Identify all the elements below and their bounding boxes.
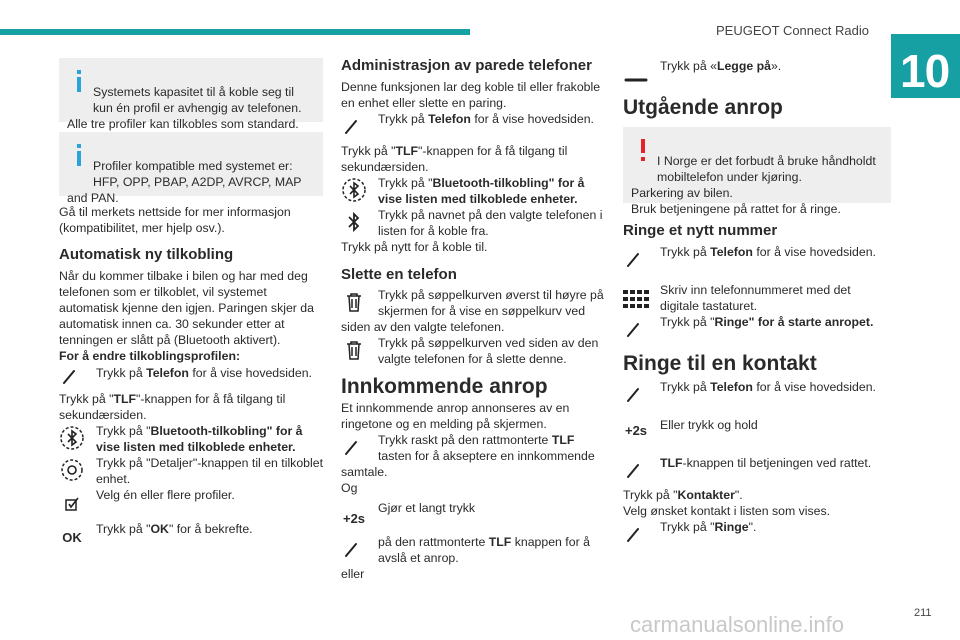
- step-long-press: +2s Gjør et langt trykk: [341, 500, 605, 522]
- paragraph: Trykk på "Kontakter".: [623, 488, 743, 502]
- info-note-1: [59, 58, 323, 131]
- bluetooth-symbol-icon: [341, 211, 367, 233]
- column-1: [59, 58, 323, 543]
- step-disconnect: Trykk på navnet på den valgte telefonen i listen for å koble fra.: [341, 207, 605, 239]
- paragraph: eller: [341, 567, 365, 581]
- step-accept-call: Trykk raskt på den rattmonterte TLF tasten for å akseptere en innkommende: [341, 432, 605, 464]
- step-ok: OK Trykk på "OK" for å bekrefte.: [59, 521, 323, 543]
- paragraph: Gå til merkets nettside for mer informasjon (kompatibilitet, mer hjelp osv.).: [59, 205, 291, 235]
- warning-note: [623, 127, 891, 216]
- warning-icon: [641, 139, 645, 161]
- tap-icon: [341, 538, 367, 560]
- paragraph: Et innkommende anrop annonseres av en ringetone og en melding på skjermen.: [341, 401, 570, 431]
- header-accent-bar: [0, 29, 470, 35]
- paragraph: Trykk på "TLF"-knappen for å få tilgang til sekundærsiden.: [341, 144, 568, 174]
- step-trash-delete: Trykk på søppelkurven ved siden av den valgte telefonen for å slette denne.: [341, 335, 605, 367]
- paragraph: Og: [341, 481, 358, 495]
- page-number: 211: [914, 607, 932, 619]
- header-title: PEUGEOT Connect Radio: [716, 23, 869, 38]
- note-text: Alle tre profiler kan tilkobles som standard.: [67, 117, 299, 131]
- gear-icon: [59, 459, 85, 481]
- note-text: Parkering av bilen.: [631, 186, 733, 200]
- note-text: Profiler kompatible med systemet er: HFP, OPP, PBAP, A2DP, AVRCP, MAP: [93, 159, 302, 189]
- tap-icon: [623, 459, 649, 481]
- step-ringe-contact: Trykk på "Ringe".: [623, 519, 891, 541]
- tap-icon: [623, 523, 649, 545]
- ok-icon: OK: [62, 530, 82, 545]
- info-note-2: [59, 132, 323, 205]
- tap-icon: [59, 365, 85, 387]
- trash-icon: [341, 339, 367, 361]
- note-text: Bruk betjeningene på rattet for å ringe.: [631, 202, 841, 216]
- section-heading-large: Innkommende anrop: [341, 375, 548, 398]
- section-heading: Slette en telefon: [341, 266, 457, 283]
- section-heading: Automatisk ny tilkobling: [59, 246, 234, 263]
- step-trash-top: Trykk på søppelkurven øverst til høyre på skjermen for å vise en søppelkurv ved: [341, 287, 605, 319]
- step-telefon: Trykk på Telefon for å vise hovedsiden.: [59, 365, 323, 387]
- tap-icon: [341, 115, 367, 137]
- paragraph: Trykk på nytt for å koble til.: [341, 240, 488, 254]
- trash-icon: [341, 291, 367, 313]
- step-telefon: Trykk på Telefon for å vise hovedsiden.: [623, 244, 891, 266]
- bluetooth-icon: [341, 179, 367, 201]
- note-text: and PAN.: [67, 191, 119, 205]
- step-tlf-button: TLF-knappen til betjeningen ved rattet.: [623, 455, 891, 477]
- tap-icon: [623, 248, 649, 270]
- info-icon: [77, 144, 81, 166]
- note-text: I Norge er det forbudt å bruke håndholdt mobiltelefon under kjøring.: [657, 154, 876, 184]
- step-press-hold: +2s Eller trykk og hold: [623, 417, 891, 439]
- step-telefon: Trykk på Telefon for å vise hovedsiden.: [623, 379, 891, 401]
- note-text: Systemets kapasitet til å koble seg til kun én profil er avhengig av telefonen.: [93, 85, 302, 115]
- step-keypad: Skriv inn telefonnummeret med det digitale tastaturet.: [623, 282, 891, 314]
- step-hang-up: Trykk på «Legge på».: [623, 58, 891, 80]
- step-bluetooth: Trykk på "Bluetooth-tilkobling" for å vise listen med tilkoblede enheter.: [341, 175, 605, 207]
- step-select-profiles: Velg én eller flere profiler.: [59, 487, 323, 509]
- column-2: [341, 58, 605, 582]
- tap-icon: [623, 383, 649, 405]
- section-heading: Administrasjon av parede telefoner: [341, 57, 592, 74]
- step-ringe: Trykk på "Ringe" for å starte anropet.: [623, 314, 891, 336]
- section-heading: Ringe et nytt nummer: [623, 222, 778, 239]
- paragraph: Trykk på "TLF"-knappen for å få tilgang til sekundærsiden.: [59, 392, 286, 422]
- paragraph: Velg ønsket kontakt i listen som vises.: [623, 504, 831, 518]
- tap-icon: [623, 318, 649, 340]
- long-press-2s-icon: +2s: [342, 511, 366, 526]
- long-press-2s-icon: +2s: [624, 423, 648, 438]
- checkbox-icon: [59, 493, 85, 515]
- paragraph: Når du kommer tilbake i bilen og har med deg telefonen som er tilkoblet, vil systemet automatisk kjenne den igjen. Paringen skjer da automatisk innen ca. 30 sekunder etter at tenningen er slått på (Bluetooth aktivert).: [59, 269, 314, 347]
- info-icon: [77, 70, 81, 92]
- paragraph: siden av den valgte telefonen.: [341, 320, 505, 334]
- section-heading-large: Ringe til en kontakt: [623, 352, 817, 375]
- tap-icon: [341, 436, 367, 458]
- step-telefon: Trykk på Telefon for å vise hovedsiden.: [341, 111, 605, 133]
- paragraph: samtale.: [341, 465, 388, 479]
- section-heading-large: Utgående anrop: [623, 96, 783, 119]
- chapter-number: 10: [900, 45, 950, 97]
- column-3: [623, 58, 891, 541]
- step-details: Trykk på "Detaljer"-knappen til en tilkoblet enhet.: [59, 455, 323, 487]
- hang-up-icon: [623, 68, 649, 90]
- step-decline-call: på den rattmonterte TLF knappen for å avslå et anrop.: [341, 534, 605, 566]
- watermark: carmanualsonline.info: [630, 612, 845, 637]
- bluetooth-icon: [59, 427, 85, 449]
- keypad-icon: [623, 288, 649, 310]
- step-bluetooth: Trykk på "Bluetooth-tilkobling" for å vise listen med tilkoblede enheter.: [59, 423, 323, 455]
- paragraph: Denne funksjonen lar deg koble til eller frakoble en enhet eller slette en paring.: [341, 80, 601, 110]
- paragraph-bold: For å endre tilkoblingsprofilen:: [59, 349, 241, 363]
